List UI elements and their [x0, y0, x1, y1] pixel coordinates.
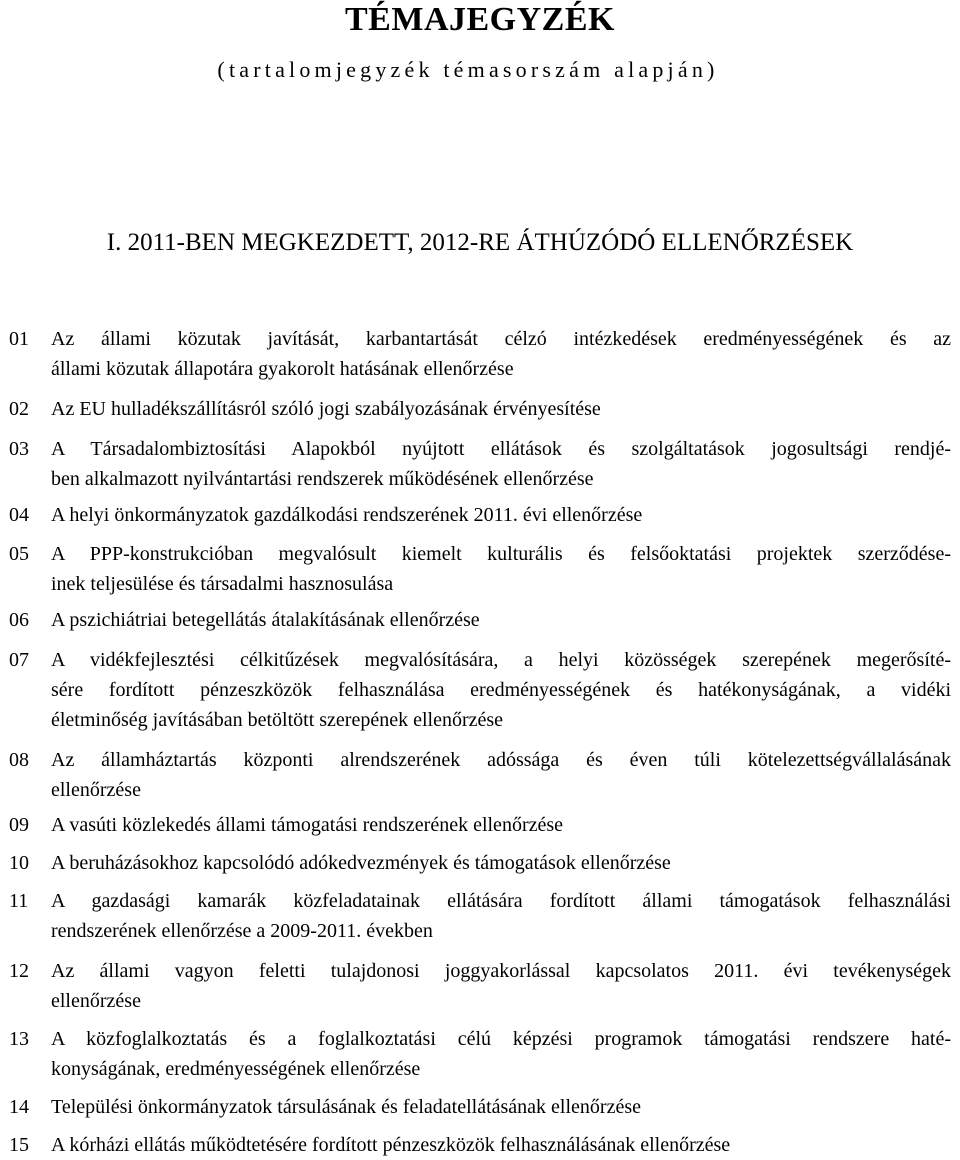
- topic-title: [51, 500, 951, 530]
- topic-number: 15: [9, 1134, 29, 1156]
- topic-number: 02: [9, 398, 29, 420]
- topic-title-line: A vidékfejlesztési célkitűzések megvalósítására, a helyi közösségek szerepének megerősíté-: [51, 649, 951, 671]
- topic-title: [51, 745, 951, 805]
- topic-title: [51, 1092, 951, 1122]
- topic-title: [51, 605, 951, 635]
- topic-title-line: Az EU hulladékszállításról szóló jogi szabályozásának érvényesítése: [51, 398, 601, 420]
- topic-title: [51, 394, 951, 424]
- topic-number: 12: [9, 960, 29, 982]
- topic-title-line: rendszerének ellenőrzése a 2009-2011. években: [51, 920, 433, 942]
- topic-title-line: A közfoglalkoztatás és a foglalkoztatási célú képzési programok támogatási rendszere haté-: [51, 1028, 951, 1050]
- topic-title-line: Az állami közutak javítását, karbantartását célzó intézkedések eredményességének és az: [51, 328, 951, 350]
- topic-title: [51, 886, 951, 946]
- topic-number: 08: [9, 749, 29, 771]
- topic-title: [51, 539, 951, 599]
- topic-title: [51, 848, 951, 878]
- topic-title-line: A beruházásokhoz kapcsolódó adókedvezmények és támogatások ellenőrzése: [51, 852, 671, 874]
- topic-title-line: A pszichiátriai betegellátás átalakításának ellenőrzése: [51, 609, 480, 631]
- topic-number: 13: [9, 1028, 29, 1050]
- topic-title-line: A PPP-konstrukcióban megvalósult kiemelt kulturális és felsőoktatási projektek szerződése-: [51, 543, 951, 565]
- topic-number: 06: [9, 609, 29, 631]
- topic-number: 05: [9, 543, 29, 565]
- topic-title-line: ben alkalmazott nyilvántartási rendszerek működésének ellenőrzése: [51, 468, 594, 490]
- topic-title: [51, 810, 951, 840]
- topic-number: 11: [9, 890, 29, 912]
- topic-title: [51, 1130, 951, 1160]
- topic-title-line: A Társadalombiztosítási Alapokból nyújtott ellátások és szolgáltatások jogosultsági rendjé-: [51, 438, 951, 460]
- topic-title-line: ellenőrzése: [51, 779, 141, 801]
- topic-title-line: sére fordított pénzeszközök felhasználása eredményességének és hatékonyságának, a vidéki: [51, 679, 951, 701]
- topic-number: 01: [9, 328, 29, 350]
- document-subtitle: (tartalomjegyzék témasorszám alapján): [217, 57, 719, 82]
- topic-title: [51, 434, 951, 494]
- topic-title: [51, 956, 951, 1016]
- topic-title-line: inek teljesülése és társadalmi hasznosulása: [51, 573, 394, 595]
- topic-title: [51, 324, 951, 384]
- topic-number: 04: [9, 504, 29, 526]
- topic-title-line: Az állami vagyon feletti tulajdonosi joggyakorlással kapcsolatos 2011. évi tevékenységek: [51, 960, 951, 982]
- topic-number: 09: [9, 814, 29, 836]
- topic-number: 14: [9, 1096, 29, 1118]
- topic-title-line: A helyi önkormányzatok gazdálkodási rendszerének 2011. évi ellenőrzése: [51, 504, 643, 526]
- topic-number: 07: [9, 649, 29, 671]
- topic-title-line: állami közutak állapotára gyakorolt hatásának ellenőrzése: [51, 358, 514, 380]
- topic-title-line: A gazdasági kamarák közfeladatainak ellátására fordított állami támogatások felhasználási: [51, 890, 951, 912]
- topic-title-line: A vasúti közlekedés állami támogatási rendszerének ellenőrzése: [51, 814, 564, 836]
- topic-number: 10: [9, 852, 29, 874]
- topic-number: 03: [9, 438, 29, 460]
- topic-title-line: életminőség javításában betöltött szerepének ellenőrzése: [51, 709, 504, 731]
- topic-title-line: Az államháztartás központi alrendszerének adóssága és éven túli kötelezettségvállalásának: [51, 749, 951, 771]
- document-title: TÉMAJEGYZÉK: [345, 1, 615, 38]
- topic-title-line: A kórházi ellátás működtetésére fordított pénzeszközök felhasználásának ellenőrzése: [51, 1134, 731, 1156]
- topic-title: [51, 1024, 951, 1084]
- topic-title: [51, 645, 951, 735]
- topic-title-line: ellenőrzése: [51, 990, 141, 1012]
- topic-title-line: Települési önkormányzatok társulásának és feladatellátásának ellenőrzése: [51, 1096, 641, 1118]
- topic-title-line: konyságának, eredményességének ellenőrzése: [51, 1058, 421, 1080]
- section-heading: I. 2011-BEN MEGKEZDETT, 2012-RE ÁTHÚZÓDÓ ELLENŐRZÉSEK: [106, 229, 854, 256]
